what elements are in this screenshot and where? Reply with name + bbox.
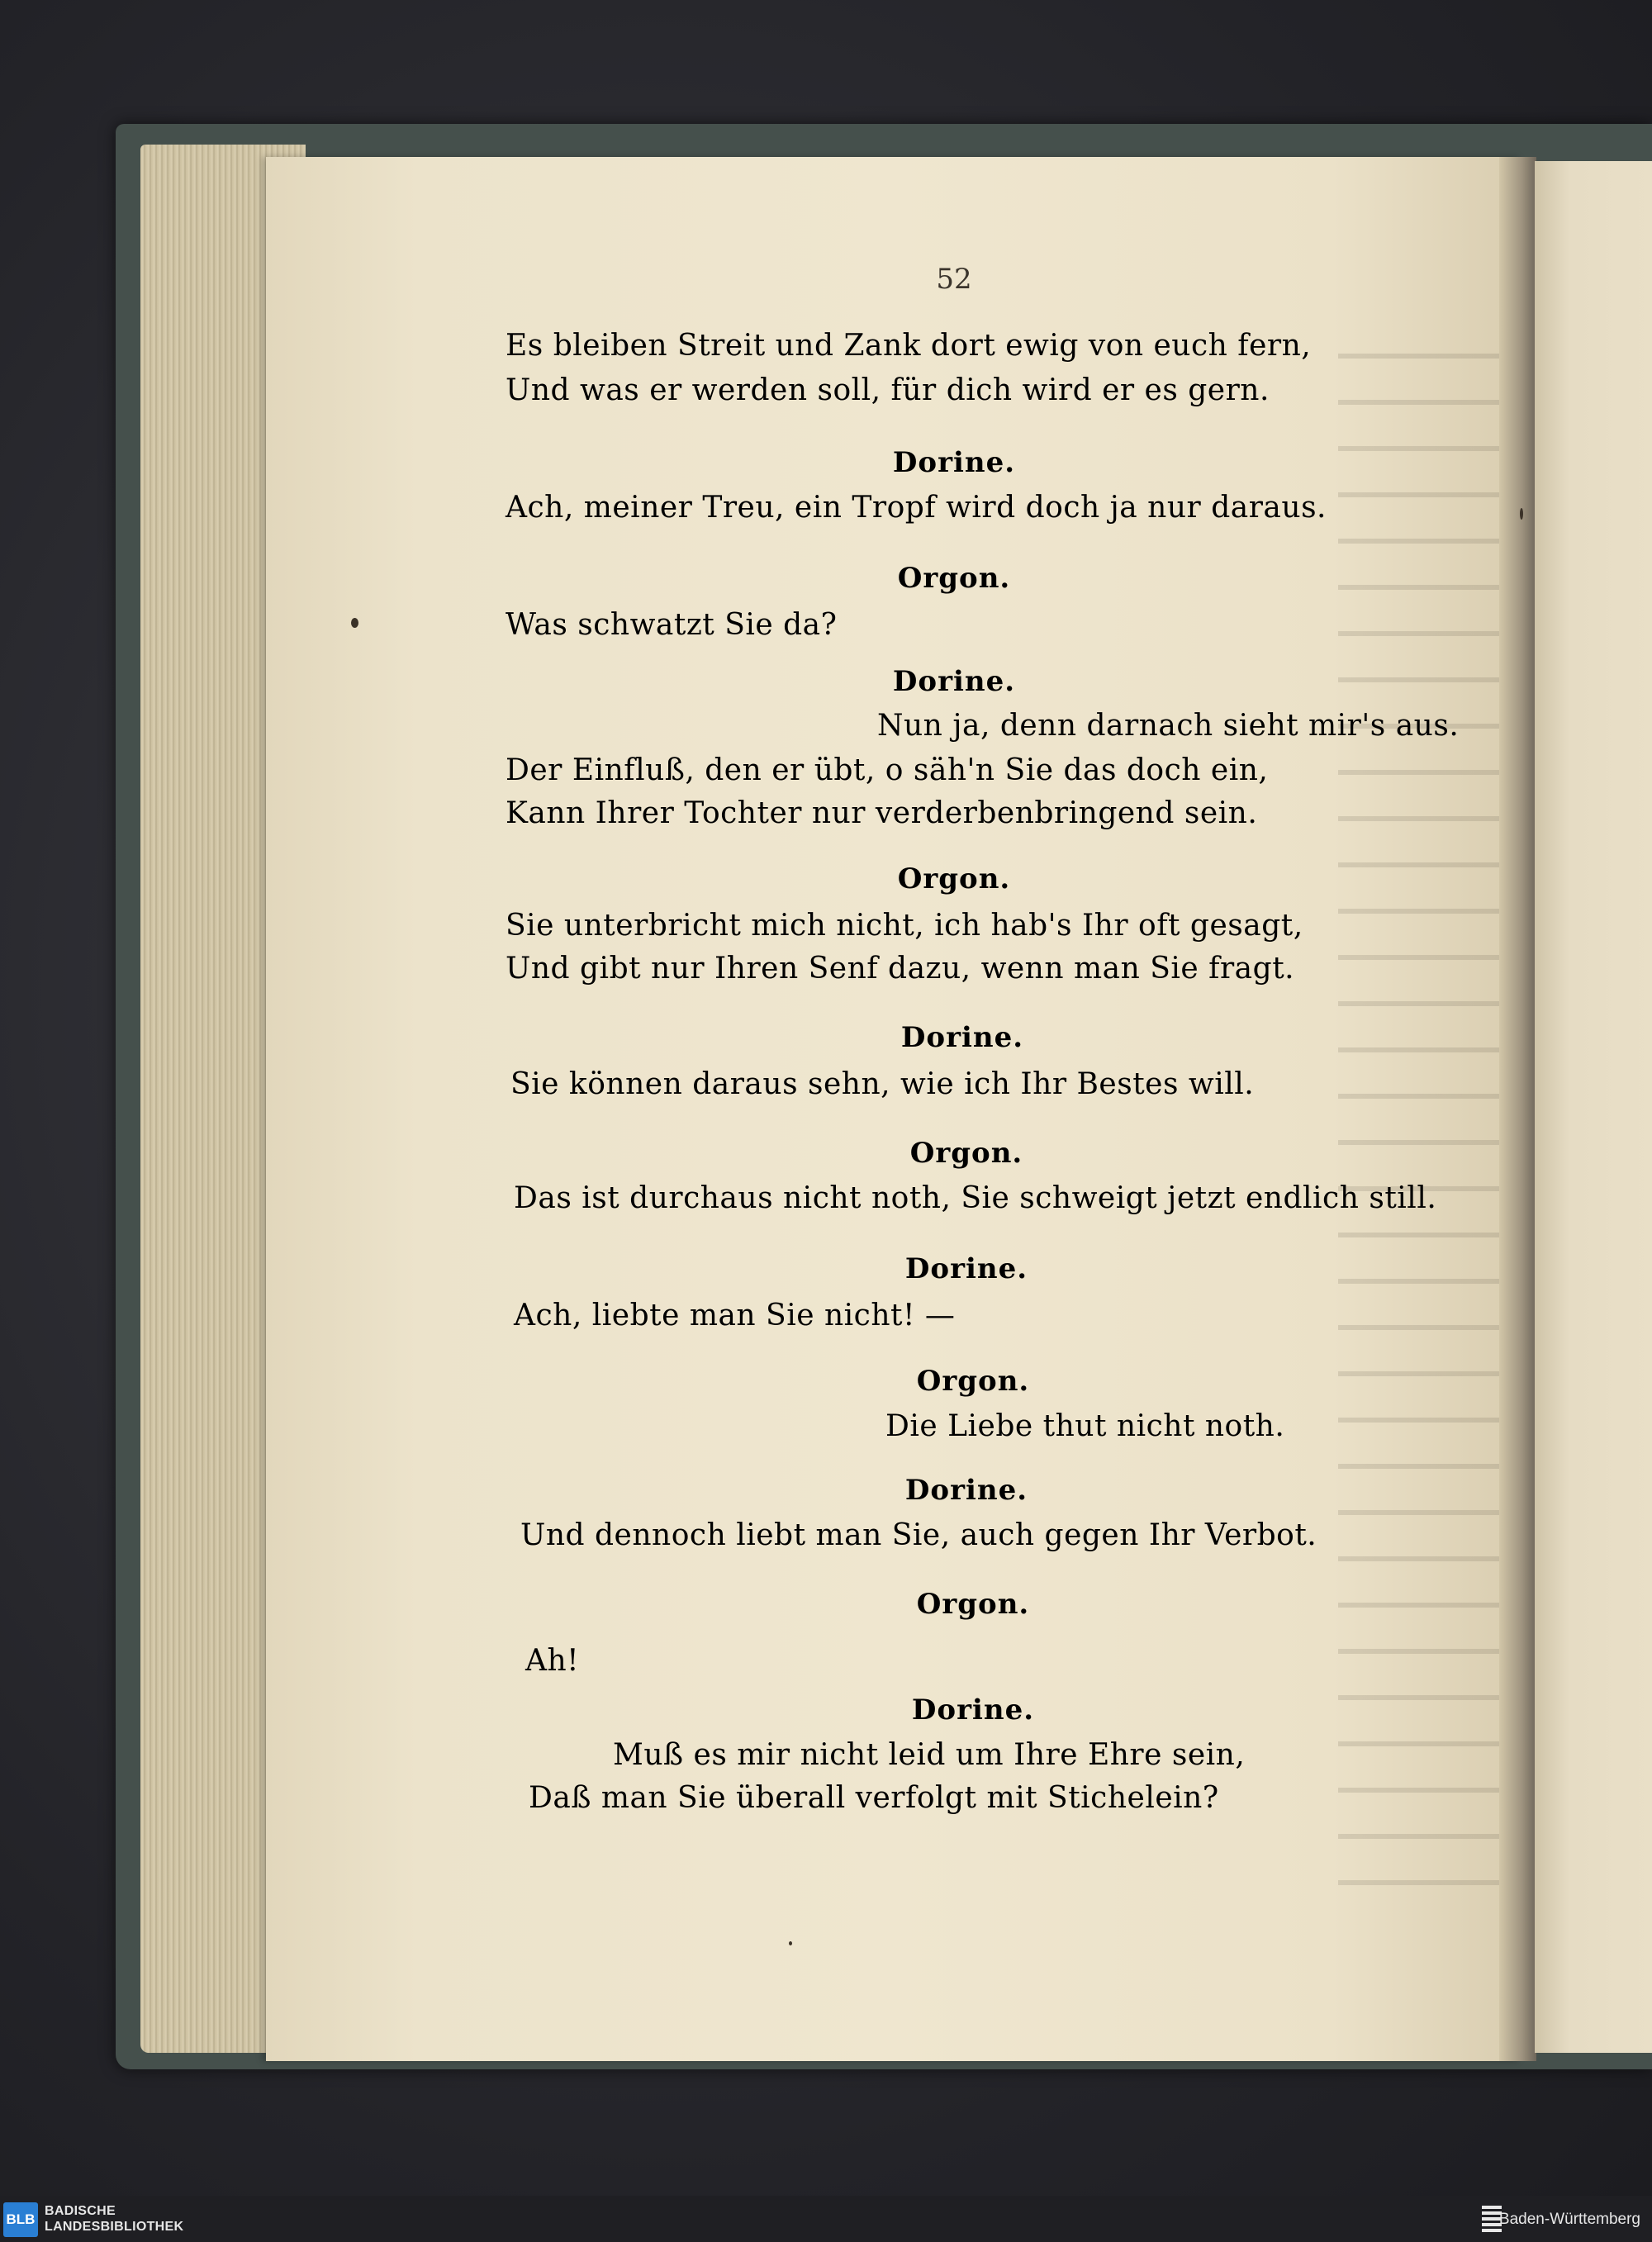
text-line: Nun ja, denn darnach sieht mir's aus. [877, 709, 1460, 743]
library-logo[interactable] [3, 2202, 38, 2237]
text-line: Ach, liebte man Sie nicht! — [514, 1299, 956, 1332]
text-line: Ach, meiner Treu, ein Tropf wird doch ja nur daraus. [506, 491, 1327, 525]
text-line: Was schwatzt Sie da? [506, 608, 838, 642]
ink-speck [1520, 508, 1523, 520]
state-label[interactable]: Baden-Württemberg [1498, 2211, 1640, 2228]
speaker-name: Orgon. [916, 1588, 1030, 1621]
text-line: Sie können daraus sehn, wie ich Ihr Bestes will. [510, 1067, 1255, 1101]
speaker-name: Dorine. [892, 665, 1016, 698]
speaker-name: Dorine. [911, 1693, 1035, 1727]
ink-speck [351, 618, 358, 628]
speaker-name: Dorine. [892, 446, 1016, 479]
speaker-name: Orgon. [916, 1365, 1030, 1398]
text-line: Muß es mir nicht leid um Ihre Ehre sein, [613, 1738, 1246, 1772]
text-line: Ah! [525, 1644, 580, 1678]
text-line: Daß man Sie überall verfolgt mit Stichelein? [529, 1781, 1219, 1815]
book-page [266, 157, 1521, 2061]
speaker-name: Dorine. [904, 1474, 1028, 1507]
text-line: Kann Ihrer Tochter nur verderbenbringend sein. [506, 796, 1258, 830]
speaker-name: Dorine. [900, 1021, 1024, 1054]
text-line: Der Einfluß, den er übt, o säh'n Sie das doch ein, [506, 753, 1269, 787]
library-name-line1: BADISCHE [45, 2204, 116, 2218]
library-name-line2: LANDESBIBLIOTHEK [45, 2220, 184, 2234]
speaker-name: Orgon. [897, 862, 1011, 895]
speaker-name: Dorine. [904, 1252, 1028, 1285]
speaker-name: Orgon. [897, 562, 1011, 595]
text-line: Die Liebe thut nicht noth. [885, 1409, 1285, 1443]
facing-page [1535, 161, 1652, 2053]
book-gutter [1499, 157, 1536, 2061]
text-line: Und was er werden soll, für dich wird er es gern. [506, 373, 1270, 407]
text-line: Und gibt nur Ihren Senf dazu, wenn man Sie fragt. [506, 952, 1295, 986]
text-line: Das ist durchaus nicht noth, Sie schweigt jetzt endlich still. [514, 1181, 1437, 1215]
viewer-footer [0, 2196, 1652, 2242]
text-line: Und dennoch liebt man Sie, auch gegen Ihr Verbot. [520, 1518, 1317, 1552]
text-line: Es bleiben Streit und Zank dort ewig von euch fern, [506, 329, 1312, 363]
ink-speck [789, 1941, 792, 1945]
page-number: 52 [936, 263, 972, 296]
library-name [45, 2203, 183, 2235]
text-line: Sie unterbricht mich nicht, ich hab's Ihr oft gesagt, [506, 909, 1303, 943]
logo-abbreviation: BLB [6, 2211, 36, 2227]
show-through-text [1338, 322, 1520, 1892]
speaker-name: Orgon. [909, 1137, 1023, 1170]
